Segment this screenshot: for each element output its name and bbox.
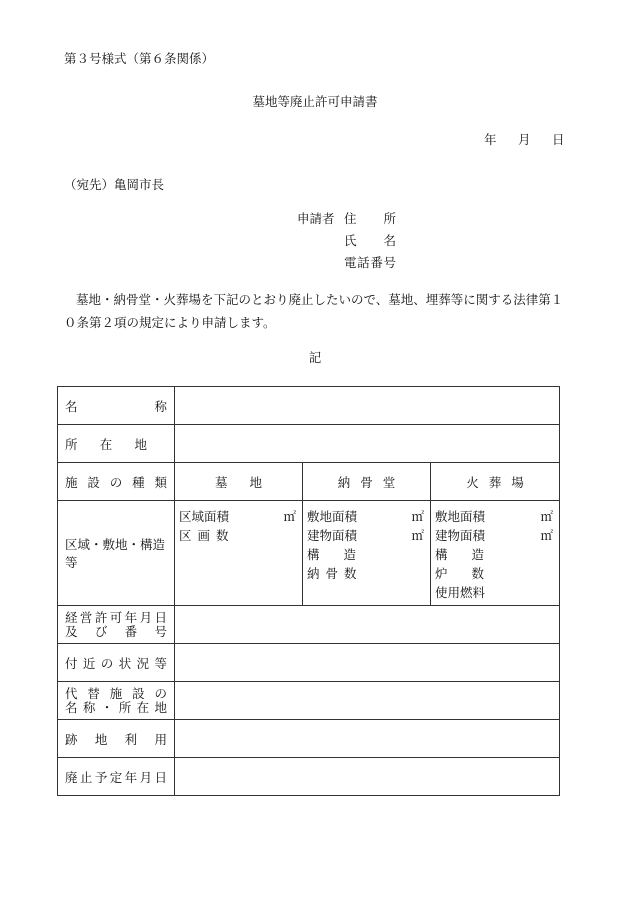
planned-date-field[interactable] xyxy=(175,758,560,796)
cemetery-details[interactable]: 区域面積 ㎡ 区画数 xyxy=(175,501,303,606)
applicant-address-label: 住所 xyxy=(344,211,396,226)
alternative-facility-field[interactable] xyxy=(175,682,560,720)
date-year: 年 xyxy=(484,132,497,147)
date-line xyxy=(484,130,565,148)
permit-header: 経営許可年月日 及び番号 xyxy=(58,606,175,644)
area-header: 区域・敷地・構造等 xyxy=(58,501,175,606)
planned-date-header: 廃止予定年月日 xyxy=(58,758,175,796)
application-table xyxy=(57,386,560,796)
applicant-name-label: 氏名 xyxy=(344,233,396,248)
addressee: （宛先）亀岡市長 xyxy=(64,177,165,192)
body-text: 墓地・納骨堂・火葬場を下記のとおり廃止したいので、墓地、埋葬等に関する法律第１０条第２項の規定により申請します。 xyxy=(64,292,564,330)
name-field[interactable] xyxy=(175,387,560,425)
trace-use-header: 跡地利用 xyxy=(58,720,175,758)
nearby-header: 付近の状況等 xyxy=(58,644,175,682)
ki-heading: 記 xyxy=(308,350,322,365)
date-month: 月 xyxy=(518,132,531,147)
facility-type-header: 施設の種類 xyxy=(58,463,175,501)
location-field[interactable] xyxy=(175,425,560,463)
name-header: 名称 xyxy=(58,387,175,425)
alternative-facility-header: 代替施設の 名称・所在地 xyxy=(58,682,175,720)
applicant-label: 申請者 xyxy=(297,211,335,226)
date-day: 日 xyxy=(552,132,565,147)
crematorium-details[interactable]: 敷地面積 ㎡ 建物面積 ㎡ 構造 炉数 使用燃料 xyxy=(431,501,560,606)
form-number: 第３号様式（第６条関係） xyxy=(64,51,215,66)
applicant-block xyxy=(297,208,396,274)
location-header: 所在地 xyxy=(58,425,175,463)
type-ossuary[interactable]: 納骨堂 xyxy=(303,463,431,501)
permit-field[interactable] xyxy=(175,606,560,644)
applicant-phone-label: 電話番号 xyxy=(344,255,396,270)
document-title: 墓地等廃止許可申請書 xyxy=(252,94,378,109)
ossuary-details[interactable]: 敷地面積 ㎡ 建物面積 ㎡ 構造 納骨数 xyxy=(303,501,431,606)
type-crematorium[interactable]: 火葬場 xyxy=(431,463,560,501)
nearby-field[interactable] xyxy=(175,644,560,682)
type-cemetery[interactable]: 墓地 xyxy=(175,463,303,501)
trace-use-field[interactable] xyxy=(175,720,560,758)
